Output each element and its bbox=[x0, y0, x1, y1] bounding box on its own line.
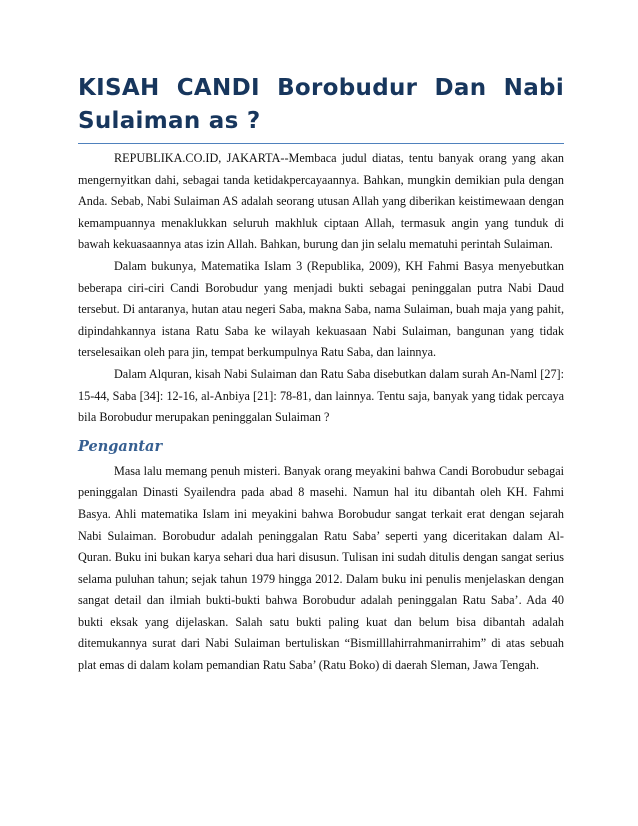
paragraph-book-evidence: Dalam bukunya, Matematika Islam 3 (Republika, 2009), KH Fahmi Basya menyebutkan beberapa ciri-ciri Candi Borobudur yang menjadi bukti sebagai peninggalan putra Nabi Daud tersebut. Di antaranya, hutan atau negeri Saba, makna Saba, nama Sulaiman, buah maja yang pahit, dipindahkannya istana Ratu Saba ke wilayah kekuasaan Nabi Sulaiman, bangunan yang tidak terselesaikan oleh para jin, tempat berkumpulnya Ratu Saba, dan lainnya. bbox=[78, 258, 564, 360]
title-underline bbox=[78, 143, 564, 144]
paragraph-quran-reference: Dalam Alquran, kisah Nabi Sulaiman dan Ratu Saba disebutkan dalam surah An-Naml [27]: 15-44, Saba [34]: 12-16, al-Anbiya [21]: 78-81, dan lainnya. Tentu saja, banyak yang tidak percaya bila Borobudur merupakan peninggalan Sulaiman ? bbox=[78, 366, 564, 425]
section-heading-pengantar: Pengantar bbox=[78, 437, 163, 455]
document-body bbox=[78, 148, 564, 677]
paragraph-pengantar: Masa lalu memang penuh misteri. Banyak orang meyakini bahwa Candi Borobudur sebagai peninggalan Dinasti Syailendra pada abad 8 masehi. Namun hal itu dibantah oleh KH. Fahmi Basya. Ahli matematika Islam ini meyakini bahwa Borobudur sangat terkait erat dengan sejarah Nabi Sulaiman. Borobudur adalah peninggalan Ratu Saba’ seperti yang diceritakan dalam Al-Quran. Buku ini bukan karya sehari dua hari disusun. Tulisan ini sudah ditulis dengan sangat serius selama puluhan tahun; sejak tahun 1979 hingga 2012. Dalam buku ini penulis menjelaskan dengan sangat detail dan ilmiah bukti-bukti bahwa Borobudur adalah peninggalan Ratu Saba’. Ada 40 bukti eksak yang dijelaskan. Salah satu bukti paling kuat dan belum bisa dibantah adalah ditemukannya surat dari Nabi Sulaiman bertuliskan “Bismilllahirrahmanirrahim” di atas sebuah plat emas di dalam kolam pemandian Ratu Saba’ (Ratu Boko) di daerah Sleman, Jawa Tengah. bbox=[78, 463, 564, 673]
document-title: KISAH CANDI Borobudur Dan Nabi Sulaiman as ? bbox=[78, 75, 564, 134]
paragraph-intro: REPUBLIKA.CO.ID, JAKARTA--Membaca judul diatas, tentu banyak orang yang akan mengernyitkan dahi, sebagai tanda ketidakpercayaannya. Bahkan, mungkin demikian pula dengan Anda. Sebab, Nabi Sulaiman AS adalah seorang utusan Allah yang diberikan keistimewaan dengan kemampuannya menaklukkan seluruh makhluk ciptaan Allah, termasuk angin yang tunduk di bawah kekuasaannya atas izin Allah. Bahkan, burung dan jin selalu mematuhi perintah Sulaiman. bbox=[78, 151, 564, 252]
